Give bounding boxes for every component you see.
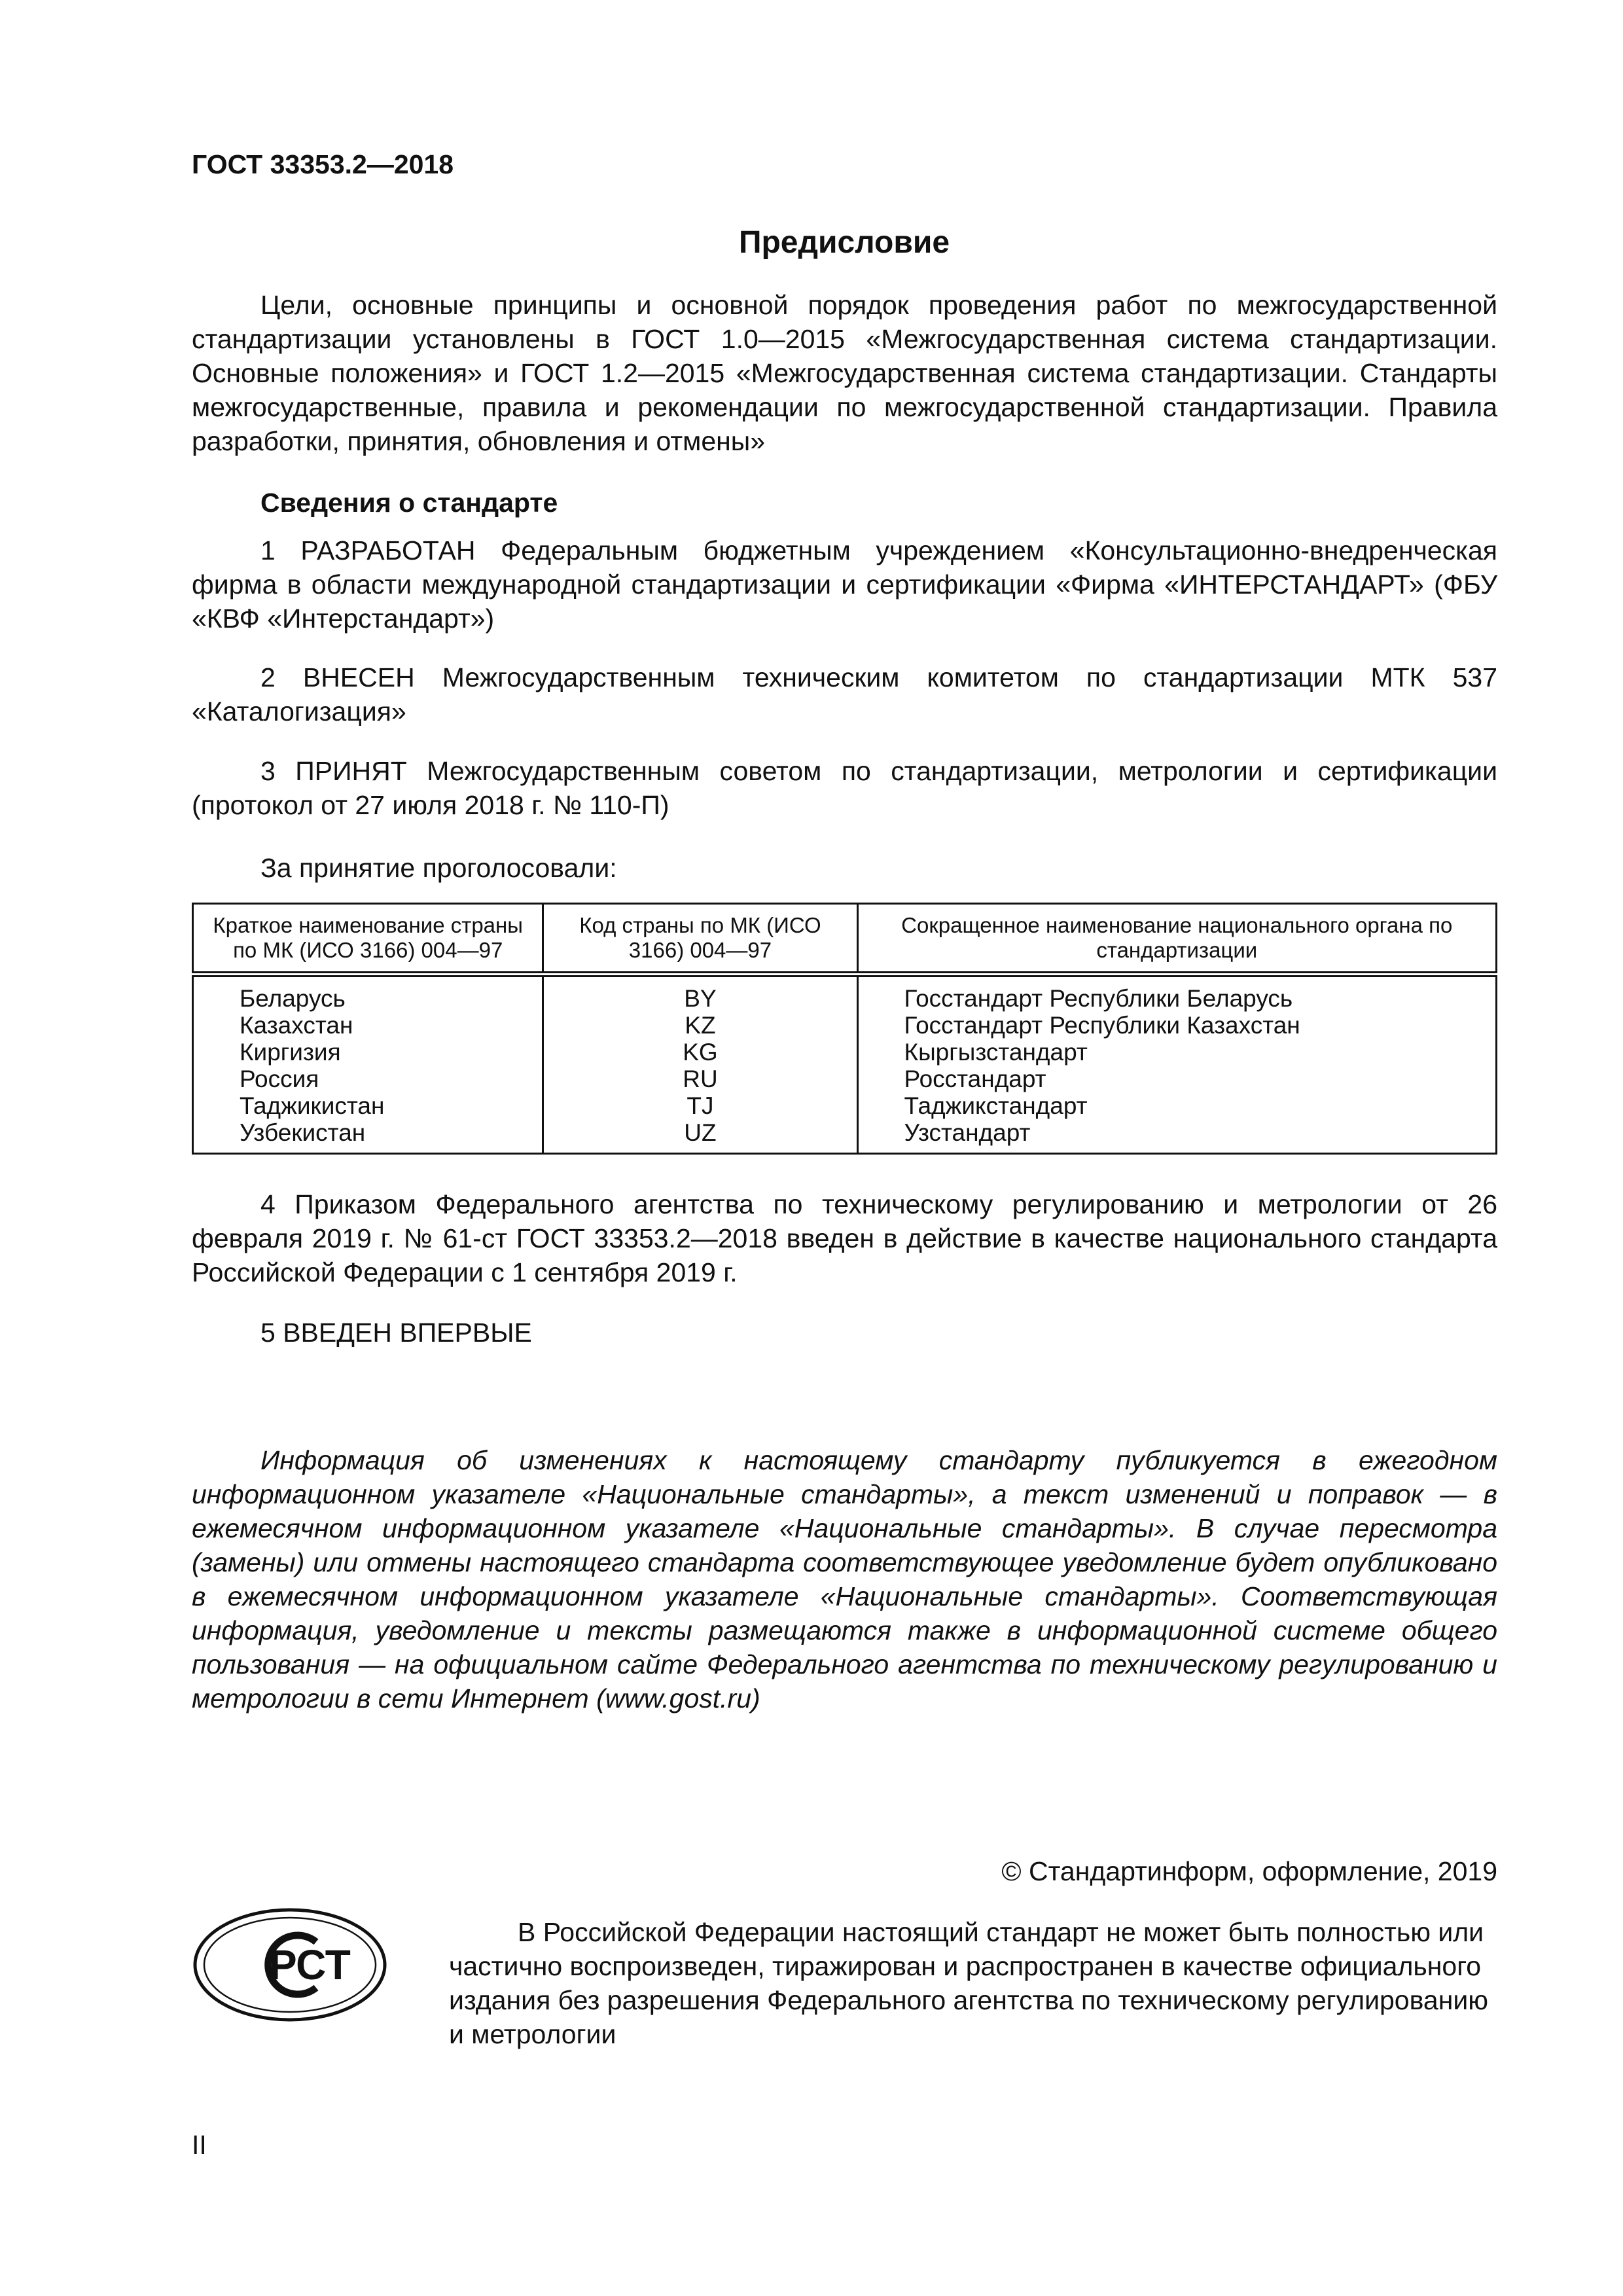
table-row xyxy=(193,1012,1497,1039)
item-5-introduced: 5 ВВЕДЕН ВПЕРВЫЕ xyxy=(260,1318,532,1348)
country-cell: Таджикистан xyxy=(193,1092,543,1119)
body-cell: Госстандарт Республики Беларусь xyxy=(857,975,1496,1013)
table-row xyxy=(193,1039,1497,1066)
code-cell: UZ xyxy=(543,1119,857,1154)
table-row xyxy=(193,1066,1497,1092)
item-2-submitted: 2 ВНЕСЕН Межгосударственным техническим комитетом по стандартизации МТК 537 «Каталогизация» xyxy=(192,662,1497,726)
country-cell: Казахстан xyxy=(193,1012,543,1039)
body-cell: Таджикстандарт xyxy=(857,1092,1496,1119)
table-row xyxy=(193,1092,1497,1119)
body-cell: Госстандарт Республики Казахстан xyxy=(857,1012,1496,1039)
country-cell: Узбекистан xyxy=(193,1119,543,1154)
country-cell: Россия xyxy=(193,1066,543,1092)
code-cell: BY xyxy=(543,975,857,1013)
country-cell: Беларусь xyxy=(193,975,543,1013)
header-country-code: Код страны по МК (ИСО 3166) 004—97 xyxy=(543,904,857,975)
vote-label: За принятие проголосовали: xyxy=(260,853,617,883)
document-code-header: ГОСТ 33353.2—2018 xyxy=(192,149,454,179)
item-1-developed: 1 РАЗРАБОТАН Федеральным бюджетным учреждением «Консультационно-внедренческая фирма в области международной стандартизации и сертификации «Фирма «ИНТЕРСТАНДАРТ» (ФБУ «КВФ «Интерстандарт») xyxy=(192,535,1497,634)
header-national-body: Сокращенное наименование национального органа по стандартизации xyxy=(857,904,1496,975)
info-heading: Сведения о стандарте xyxy=(260,488,558,518)
change-info-paragraph: Информация об изменениях к настоящему стандарту публикуется в ежегодном информационном указателе «Национальные стандарты», а текст изменений и поправок — в ежемесячном информационном указателе «Национальные стандарты». В случае пересмотра (замены) или отмены настоящего стандарта соответствующее уведомление будет опубликовано в ежемесячном информационном указателе «Национальные стандарты». Соответствующая информация, уведомление и тексты размещаются также в информационной системе общего пользования — на официальном сайте Федерального агентства по техническому регулированию и метрологии в сети Интернет (www.gost.ru) xyxy=(192,1445,1497,1713)
code-cell: RU xyxy=(543,1066,857,1092)
body-cell: Узстандарт xyxy=(857,1119,1496,1154)
body-cell: Кыргызстандарт xyxy=(857,1039,1496,1066)
header-country-name: Краткое наименование страны по МК (ИСО 3166) 004—97 xyxy=(193,904,543,975)
table-row xyxy=(193,975,1497,1013)
pct-certification-mark-icon xyxy=(192,1906,388,2027)
table-row xyxy=(193,1119,1497,1154)
code-cell: KG xyxy=(543,1039,857,1066)
page-number: II xyxy=(192,2130,207,2160)
body-cell: Росстандарт xyxy=(857,1066,1496,1092)
logo-letter-r: РСТ xyxy=(269,1941,351,1988)
intro-paragraph: Цели, основные принципы и основной порядок проведения работ по межгосударственной стандартизации установлены в ГОСТ 1.0—2015 «Межгосударственная система стандартизации. Основные положения» и ГОСТ 1.2—2015 «Межгосударственная система стандартизации. Стандарты межгосударственные, правила и рекомендации по межгосударственной стандартизации. Правила разработки, принятия, обновления и отмены» xyxy=(192,290,1497,456)
page-title: Предисловие xyxy=(738,225,950,260)
item-3-adopted: 3 ПРИНЯТ Межгосударственным советом по стандартизации, метрологии и сертификации (протокол от 27 июля 2018 г. № 110-П) xyxy=(192,756,1497,820)
copyright-line: © Стандартинформ, оформление, 2019 xyxy=(1001,1856,1497,1886)
vote-table xyxy=(192,903,1497,1155)
country-cell: Киргизия xyxy=(193,1039,543,1066)
reproduction-notice: В Российской Федерации настоящий стандарт не может быть полностью или частично воспроизведен, тиражирован и распространен в качестве официального издания без разрешения Федерального агентства по техническому регулированию и метрологии xyxy=(449,1917,1489,2049)
item-4-enacted: 4 Приказом Федерального агентства по техническому регулированию и метрологии от 26 февраля 2019 г. № 61-ст ГОСТ 33353.2—2018 введен в действие в качестве национального стандарта Российской Федерации с 1 сентября 2019 г. xyxy=(192,1189,1497,1287)
vote-table-header-row xyxy=(193,904,1497,975)
code-cell: KZ xyxy=(543,1012,857,1039)
code-cell: TJ xyxy=(543,1092,857,1119)
